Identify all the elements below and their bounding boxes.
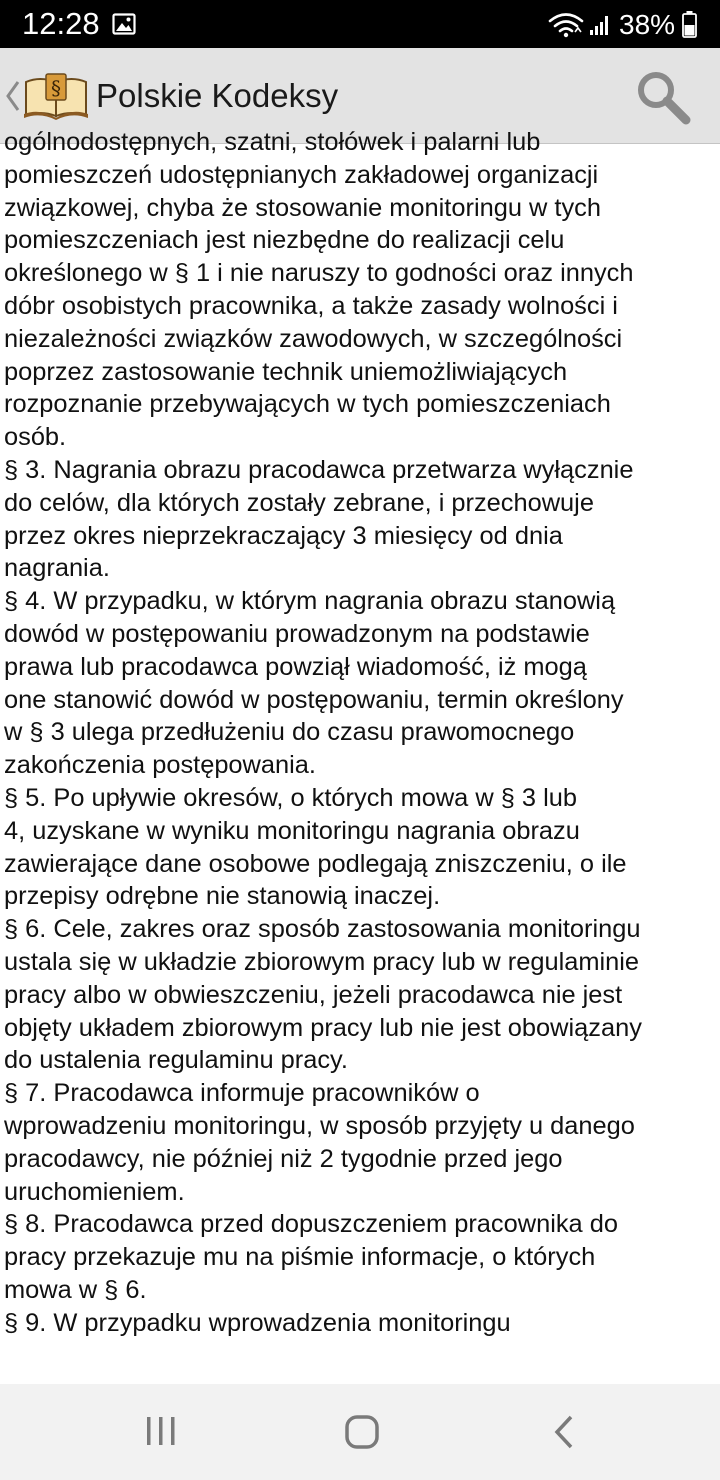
text-line: § 3. Nagrania obrazu pracodawca przetwarza wyłącznie bbox=[4, 455, 634, 484]
battery-percentage: 38% bbox=[619, 9, 676, 40]
search-icon[interactable] bbox=[632, 68, 696, 128]
text-line: § 7. Pracodawca informuje pracowników o bbox=[4, 1079, 480, 1108]
text-line: rozpoznanie przebywających w tych pomieszczeniach bbox=[4, 390, 611, 419]
text-line: uruchomieniem. bbox=[4, 1177, 185, 1206]
text-line: pracy przekazuje mu na piśmie informacje, o których bbox=[4, 1243, 596, 1272]
text-line: przez okres nieprzekraczający 3 miesięcy od dnia bbox=[4, 521, 563, 550]
battery-icon bbox=[682, 11, 697, 38]
text-line: dóbr osobistych pracownika, a także zasady wolności i bbox=[4, 291, 618, 320]
text-line: do celów, dla których zostały zebrane, i przechowuje bbox=[4, 488, 594, 517]
text-line: nagrania. bbox=[4, 554, 110, 583]
text-line: objęty układem zbiorowym pracy lub nie jest obowiązany bbox=[4, 1013, 642, 1042]
text-line: pomieszczeniach jest niezbędne do realizacji celu bbox=[4, 226, 565, 255]
text-line: § 9. W przypadku wprowadzenia monitoringu bbox=[4, 1308, 511, 1337]
text-line: poprzez zastosowanie technik uniemożliwiających bbox=[4, 357, 568, 386]
text-line: pracodawcy, nie później niż 2 tygodnie przed jego bbox=[4, 1144, 563, 1173]
home-icon[interactable] bbox=[344, 1414, 380, 1450]
text-line: osób. bbox=[4, 423, 67, 452]
recents-icon[interactable] bbox=[144, 1414, 178, 1448]
law-book-logo-icon[interactable] bbox=[22, 72, 90, 120]
text-line: przepisy odrębne nie stanowią inaczej. bbox=[4, 882, 441, 911]
text-line: ustala się w układzie zbiorowym pracy lub w regulaminie bbox=[4, 947, 640, 976]
text-line: prawa lub pracodawca powziął wiadomość, iż mogą bbox=[4, 652, 587, 681]
text-line: § 5. Po upływie okresów, o których mowa w § 3 lub bbox=[4, 783, 577, 812]
wifi-icon bbox=[548, 12, 584, 38]
gallery-icon bbox=[112, 12, 136, 36]
text-line: zawierające dane osobowe podlegają zniszczeniu, o ile bbox=[4, 849, 627, 878]
back-icon[interactable] bbox=[552, 1414, 576, 1450]
text-line: § 4. W przypadku, w którym nagrania obrazu stanowią bbox=[4, 587, 616, 616]
status-time: 12:28 bbox=[22, 6, 100, 41]
text-line: związkowej, chyba że stosowanie monitoringu w tych bbox=[4, 193, 601, 222]
text-line: ogólnodostępnych, szatni, stołówek i palarni lub bbox=[4, 128, 541, 156]
legal-text bbox=[4, 126, 716, 1339]
signal-icon bbox=[588, 13, 612, 37]
text-line: do ustalenia regulaminu pracy. bbox=[4, 1046, 348, 1075]
text-line: określonego w § 1 i nie naruszy to godności oraz innych bbox=[4, 259, 634, 288]
text-line: pomieszczeń udostępnianych zakładowej organizacji bbox=[4, 160, 599, 189]
text-line: 4, uzyskane w wyniku monitoringu nagrania obrazu bbox=[4, 816, 580, 845]
text-line: zakończenia postępowania. bbox=[4, 751, 316, 780]
svg-text:§: § bbox=[51, 76, 61, 100]
navigation-bar bbox=[0, 1384, 720, 1480]
text-line: one stanowić dowód w postępowaniu, termin określony bbox=[4, 685, 624, 714]
text-line: wprowadzeniu monitoringu, w sposób przyjęty u danego bbox=[4, 1111, 635, 1140]
text-line: pracy albo w obwieszczeniu, jeżeli pracodawca nie jest bbox=[4, 980, 623, 1009]
text-line: mowa w § 6. bbox=[4, 1275, 147, 1304]
text-line: w § 3 ulega przedłużeniu do czasu prawomocnego bbox=[4, 718, 575, 747]
text-line: § 8. Pracodawca przed dopuszczeniem pracownika do bbox=[4, 1210, 618, 1239]
back-chevron-icon[interactable] bbox=[4, 78, 22, 114]
app-title: Polskie Kodeksy bbox=[96, 77, 339, 114]
text-line: niezależności związków zawodowych, w szczególności bbox=[4, 324, 623, 353]
text-line: § 6. Cele, zakres oraz sposób zastosowania monitoringu bbox=[4, 915, 641, 944]
legal-text-view[interactable] bbox=[0, 128, 720, 1383]
text-line: dowód w postępowaniu prowadzonym na podstawie bbox=[4, 619, 590, 648]
status-bar bbox=[0, 0, 720, 48]
